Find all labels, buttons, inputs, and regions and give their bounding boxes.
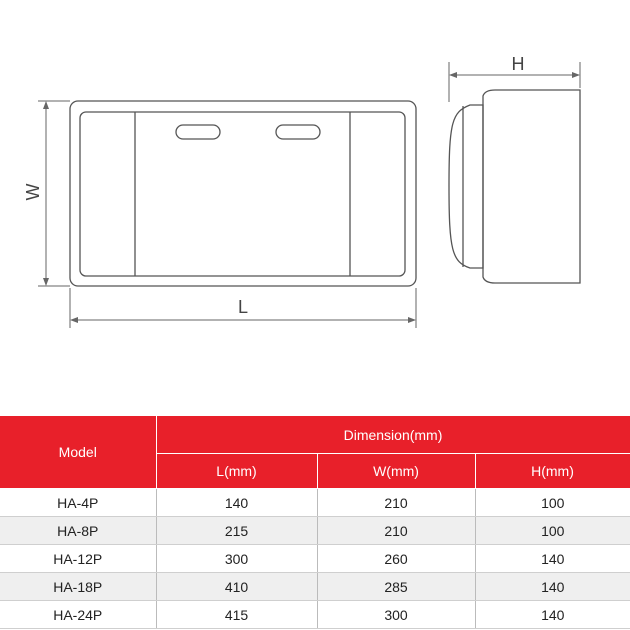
table-row [0,489,630,517]
model-cell: HA-12P [0,545,156,573]
side-body [483,90,580,283]
length-cell: 300 [156,545,317,573]
length-cell: 140 [156,489,317,517]
width-cell: 300 [317,601,475,629]
height-column-header: H(mm) [475,454,630,489]
front-slot-left [176,125,220,139]
table-row [0,573,630,601]
model-cell: HA-8P [0,517,156,545]
height-label: H [511,54,525,74]
model-cell: HA-18P [0,573,156,601]
front-view [70,101,416,286]
model-cell: HA-4P [0,489,156,517]
width-cell: 285 [317,573,475,601]
height-cell: 140 [475,545,630,573]
model-header: Model [0,416,156,489]
table-row [0,545,630,573]
length-cell: 415 [156,601,317,629]
length-cell: 410 [156,573,317,601]
table-row [0,517,630,545]
length-column-header: L(mm) [156,454,317,489]
width-cell: 260 [317,545,475,573]
width-label: W [23,183,43,201]
length-cell: 215 [156,517,317,545]
front-slot-right [276,125,320,139]
width-column-header: W(mm) [317,454,475,489]
height-cell: 140 [475,573,630,601]
front-outer-frame [70,101,416,286]
side-mounting-flange [449,105,483,268]
table-row [0,601,630,629]
front-inner-panel [80,112,405,276]
width-cell: 210 [317,489,475,517]
side-view [449,90,580,283]
height-cell: 100 [475,489,630,517]
width-cell: 210 [317,517,475,545]
length-label: L [237,297,249,317]
height-cell: 100 [475,517,630,545]
height-cell: 140 [475,601,630,629]
model-cell: HA-24P [0,601,156,629]
spec-table [0,415,630,629]
dimension-header: Dimension(mm) [156,416,630,454]
